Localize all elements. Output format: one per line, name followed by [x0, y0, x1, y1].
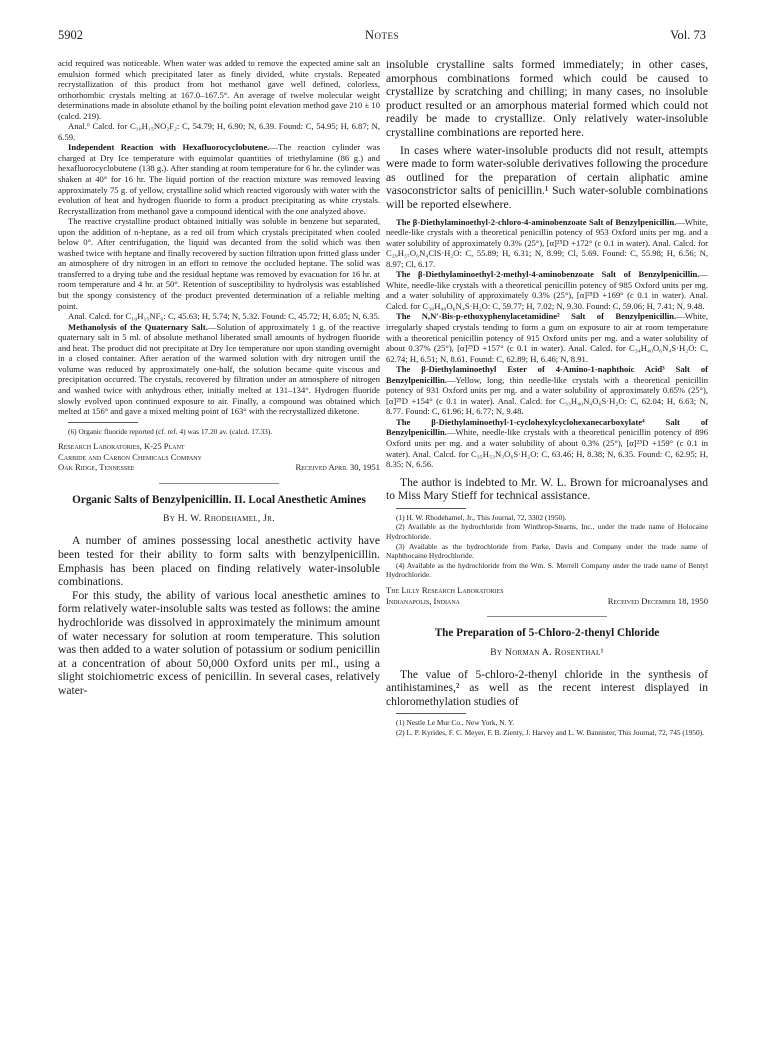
- section-heading: The β-Diethylaminoethyl Ester of 4-Amino-1-naphthoic Acid³ Salt of Benzylpenicillin.: [386, 364, 708, 385]
- paragraph: Methanolysis of the Quaternary Salt.—Solution of approximately 1 g. of the reactive quaternary salt in 5 ml. of absolute methanol liberated small amounts of hydrogen fluoride and heat. The product did not precipitate at Dry Ice temperature nor upon standing overnight in a closed container. After aeration of the warmed solution with dry nitrogen until the volume was reduced by approximately one-half, the solution became quite viscous and precipitation occurred. The crystals, recovered by filtration under an atmosphere of nitrogen and washed twice with anhydrous ether, initially melted at 131–134°. Hydrogen fluoride slowly evolved upon continued exposure to air. Finally, a compound was obtained which melted at 156° and gave a mixed melting point of 163° with the recrystallized diketone.: [58, 321, 380, 417]
- paragraph: In cases where water-insoluble products did not result, attempts were made to form water-soluble derivatives following the procedure as outlined for the preparation of certain aliphatic amine vasoconstrictor salts of penicillin.¹ Such water-soluble combinations will be reported elsewhere.: [386, 143, 708, 211]
- acknowledgment: The author is indebted to Mr. W. L. Brown for microanalyses and to Miss Mary Stieff for technical assistance.: [386, 475, 708, 503]
- received-date: Received December 18, 1950: [607, 595, 708, 606]
- paragraph: A number of amines possessing local anesthetic activity have been tested for their ability to form salts with benzylpenicillin. Emphasis has been placed on finding relatively water-insoluble combinations.: [58, 534, 380, 589]
- footnote: (6) Organic fluoride reported (cf. ref. 4) was 17.20 av. (calcd. 17.33).: [68, 426, 273, 436]
- section-heading: The N,N′-Bis-p-ethoxyphenylacetamidine² Salt of Benzylpenicillin.: [396, 311, 677, 322]
- paragraph: The β-Diethylaminoethyl-1-cyclohexylcyclohexanecarboxylate⁴ Salt of Benzylpenicillin.—White, needle-like crystals with a theoretical penicillin potency of 896 Oxford units per mg. and a water solubility of about 0.3% (25°), [α]²⁵D +159° (c 0.1 in water). Anal. Calcd. for C₃₅H₅₃N₃O₆S·H₂O: C, 63.46; H, 8.38; N, 6.35. Found: C, 62.95; H, 8.35; N, 6.56.: [386, 416, 708, 470]
- paragraph: acid required was noticeable. When water was added to remove the expected amine salt an emulsion formed which precipitated later as finely divided, white crystals. Repeated recrystallization of this product from hot methanol gave well defined, colorless, orthorhombic crystals melting at 167.0–167.5°. An average of twelve molecular weight determinations made in absolute ethanol by the boiling point elevation method gave 210 ± 10 (calcd. 219).: [58, 58, 380, 121]
- footnote: (1) Nestle Le Mur Co., New York, N. Y.: [396, 718, 515, 728]
- affiliation-line: The Lilly Research Laboratories: [386, 585, 504, 595]
- footnote: (2) L. P. Kyrides, F. C. Meyer, F. B. Zienty, J. Harvey and L. W. Bannister, This Journal, 72, 745 (1950).: [396, 727, 704, 737]
- section-heading: Independent Reaction with Hexafluorocyclobutene.: [68, 142, 270, 153]
- affiliation-line: Carbide and Carbon Chemicals Company: [58, 451, 202, 462]
- right-column: [386, 58, 708, 738]
- divider: [487, 616, 607, 617]
- page-header: [58, 28, 706, 48]
- affiliation-line: Indianapolis, Indiana: [386, 595, 461, 606]
- received-date: Received April 30, 1951: [295, 462, 380, 473]
- divider: [159, 483, 279, 484]
- page-number: 5902: [58, 28, 83, 42]
- footnote-rule: [396, 713, 466, 714]
- footnote: (1) H. W. Rhodehamel, Jr., This Journal, 72, 3302 (1950).: [396, 512, 567, 522]
- affiliation: [386, 585, 708, 606]
- byline: By Norman A. Rosenthal¹: [490, 646, 604, 658]
- paragraph: The N,N′-Bis-p-ethoxyphenylacetamidine² Salt of Benzylpenicillin.—White, irregularly shaped crystals tending to form a gum on exposure to air at room temperature with a theoretical penicillin potency of 915 Oxford units per mg. and a water solubility of about 0.37% (25°), [α]²⁵D +157° (c 0.1 in water). Anal. Calcd. for C₃₄H₄₀O₆N₄S·H₂O: C, 62.74; H, 6.51; N, 8.61. Found: C, 62.89; H, 6.46; N, 8.91.: [386, 311, 708, 364]
- section-heading: The β-Diethylaminoethyl-2-methyl-4-aminobenzoate Salt of Benzylpenicillin.: [396, 269, 700, 280]
- footnote: (3) Available as the hydrochloride from Parke, Davis and Company under the trade name of Naphthocaine Hydrochloride.: [386, 541, 708, 561]
- footnote-rule: [396, 508, 466, 509]
- affiliation: [58, 441, 380, 473]
- affiliation-line: Research Laboratories, K-25 Plant: [58, 441, 185, 452]
- paragraph: The β-Diethylaminoethyl-2-chloro-4-aminobenzoate Salt of Benzylpenicillin.—White, needle-like crystals with a theoretical penicillin potency of 953 Oxford units per mg. and a water solubility of approximately 0.3% (25°), [α]²⁵D +172° (c 0.1 in water). Anal. Calcd. for C₂₉H₃₇O₆N₄ClS·H₂O: C, 55.89; H, 6.31; N, 8.99; Cl, 5.69. Found: C, 55.98; H, 6.56; N, 8.97; Cl, 6.17.: [386, 216, 708, 269]
- paragraph: The β-Diethylaminoethyl Ester of 4-Amino-1-naphthoic Acid³ Salt of Benzylpenicillin.—Yellow, long, thin needle-like crystals with a theoretical penicillin potency of 931 Oxford units per mg. and a water solubility of approximately 0.65% (25°), [α]²⁵D +154° (c 0.1 in water). Anal. Calcd. for C₃₃H₄₀N₄O₆S·H₂O: C, 62.04; H, 6.63; N, 8.77. Found: C, 61.96; H, 6.77; N, 9.48.: [386, 364, 708, 417]
- paragraph: The β-Diethylaminoethyl-2-methyl-4-aminobenzoate Salt of Benzylpenicillin.—White, needle-like crystals with a theoretical penicillin potency of 985 Oxford units per mg. and a water solubility of approximately 0.3% (25°), [α]²⁵D +169° (c 0.1 in water). Anal. Calcd. for C₃₀H₄₀O₆N₄S·H₂O: C, 59.77; H, 7.02; N, 9.30. Found: C, 59.06; H, 7.41; N, 9.48.: [386, 269, 708, 311]
- byline: By H. W. Rhodehamel, Jr.: [163, 513, 275, 525]
- volume-label: Vol. 73: [670, 28, 706, 42]
- section-heading: The β-Diethylaminoethyl-1-cyclohexylcyclohexanecarboxylate⁴ Salt of Benzylpenicillin.: [386, 416, 708, 438]
- footnote-rule: [68, 422, 138, 423]
- article-title: Organic Salts of Benzylpenicillin. II. Local Anesthetic Amines: [72, 493, 366, 506]
- paragraph: Anal. Calcd. for C₁₀H₁₅NF₆: C, 45.63; H, 5.74; N, 5.32. Found: C, 45.72; H, 6.05; N, 6.35.: [68, 311, 380, 322]
- left-column: [58, 58, 380, 698]
- footnote: (4) Available as the hydrochloride from the Wm. S. Merrell Company under the trade name of Bentyl Hydrochloride.: [386, 560, 708, 580]
- paragraph: Independent Reaction with Hexafluorocyclobutene.—The reaction cylinder was charged at Dry Ice temperature with equimolar quantities of triethylamine (86 g.) and hexafluorocyclobutene (138 g.). After standing at room temperature for 6 hr. the cylinder was shaken at 40° for 16 hr. The liquid portion of the reaction mixture was removed leaving approximately 75 g. of yellow, crystalline solid which reacted vigorously with water with the evolution of heat and hydrogen fluoride to form a product precipitating as white crystals. Recrystallization from methanol gave a compound identical with the one analyzed above.: [58, 142, 380, 216]
- article-title: The Preparation of 5-Chloro-2-thenyl Chloride: [434, 627, 660, 640]
- paragraph: The value of 5-chloro-2-thenyl chloride in the synthesis of antihistamines,² as well as the recent interest displayed in chloromethylation studies of: [386, 667, 708, 708]
- paragraph: insoluble crystalline salts formed immediately; in other cases, amorphous combinations formed which could be caused to crystallize by scratching and chilling; in many cases, no insoluble product resulted or an amorphous material formed which could not readily be made to crystallize. Only relatively water-insoluble crystalline combinations are reported here.: [386, 58, 708, 139]
- paragraph: Anal.⁶ Calcd. for C₁₀H₁₅NO₂F₂: C, 54.79; H, 6.90; N, 6.39. Found: C, 54.95; H, 6.87; N, 6.59.: [58, 121, 380, 142]
- section-heading: Methanolysis of the Quaternary Salt.: [68, 321, 208, 332]
- paragraph: For this study, the ability of various local anesthetic amines to form relatively water-insoluble salts was tested as follows: the amine hydrochloride was dissolved in approximately the minimum amount of water necessary for solution at room temperature. This solution was then added to a water solution of potassium or sodium penicillin at a concentration of about 50,000 Oxford units per ml., using a slight stoichiometric excess of penicillin. In several cases, relatively water-: [58, 588, 380, 697]
- paragraph: The reactive crystalline product obtained initially was soluble in benzene but separated, upon the addition of n-heptane, as a red oil from which crystals precipitated when cooled below 0°. After centrifugation, the liquid was decanted from the solid which was then washed twice with heptane and finally recovered by suction filtration upon fritted glass under an atmosphere of dry nitrogen in an effort to remove the occluded heptane. The solid was transferred to a drying tube and the residual heptane was removed by evacuation for 16 hr. at room temperature and 4 hr. at 50°. Retention of susceptibility to hydrolysis was established but the spongy consistency of the product prevented determination of a reliable melting point.: [58, 216, 380, 311]
- section-heading: The β-Diethylaminoethyl-2-chloro-4-aminobenzoate Salt of Benzylpenicillin.: [396, 216, 677, 227]
- journal-section: Notes: [364, 28, 400, 42]
- footnote: (2) Available as the hydrochloride from Winthrop-Stearns, Inc., under the trade name of Holocaine Hydrochloride.: [386, 522, 708, 542]
- affiliation-line: Oak Ridge, Tennessee: [58, 462, 135, 473]
